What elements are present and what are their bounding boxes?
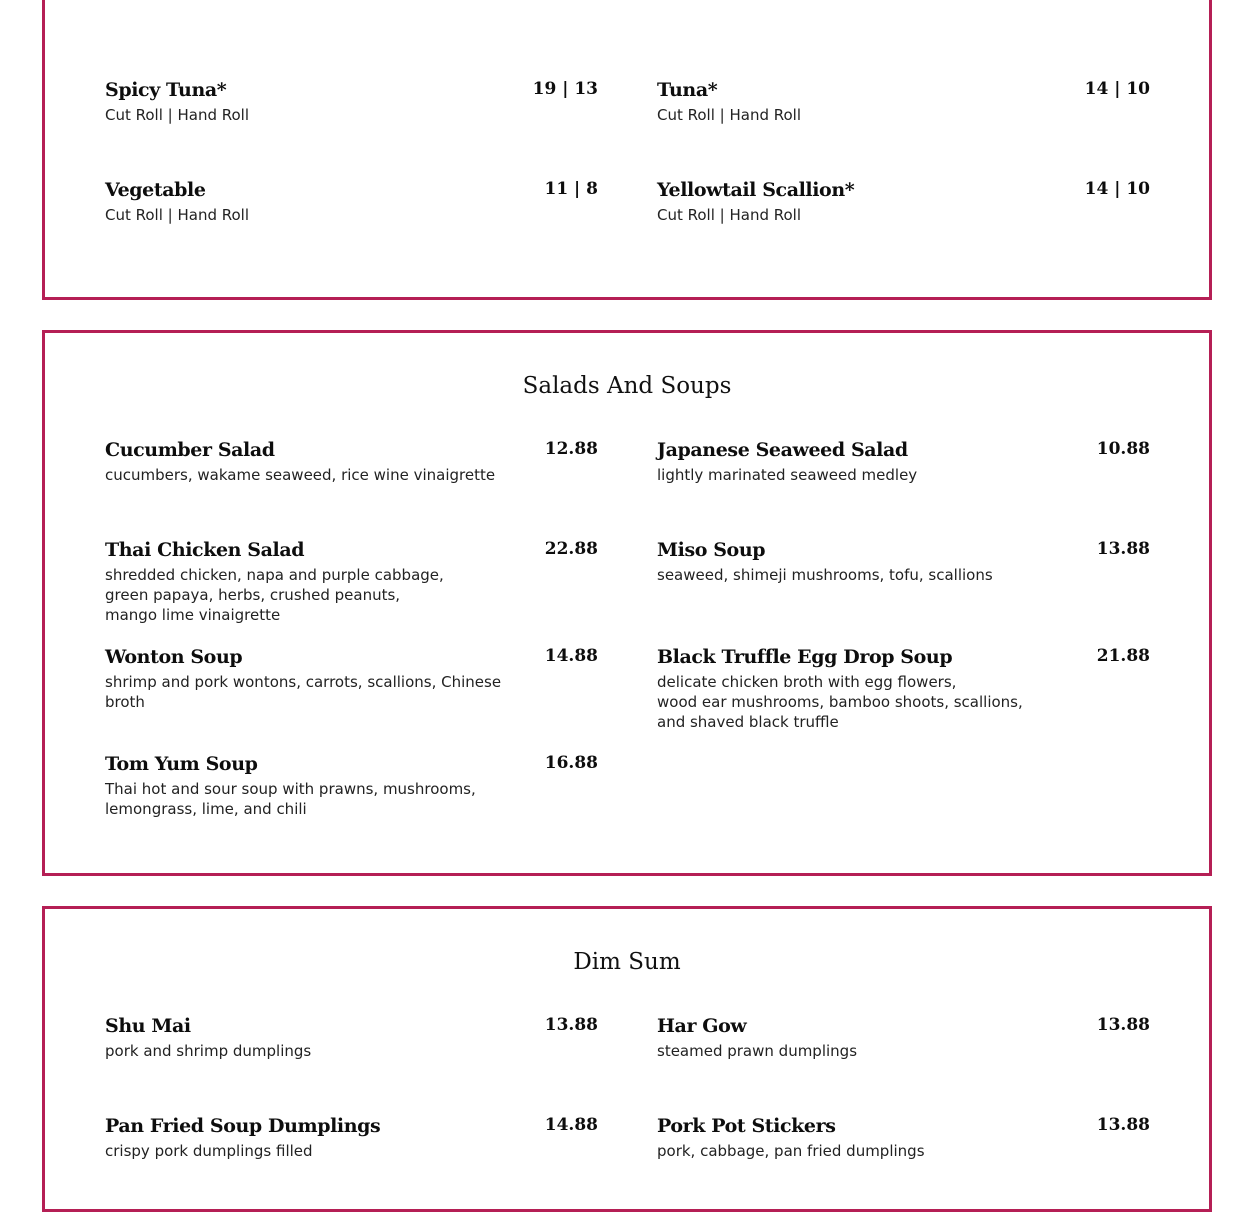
item-price: 14.88 [544, 1115, 598, 1135]
item-price: 16.88 [544, 753, 598, 773]
item-price: 13.88 [1096, 1015, 1150, 1035]
item-description: seaweed, shimeji mushrooms, tofu, scallions [657, 566, 993, 584]
item-price: 14 | 10 [1084, 179, 1150, 199]
item-description: pork, cabbage, pan fried dumplings [657, 1142, 925, 1160]
item-name: Yellowtail Scallion* [657, 179, 855, 201]
item-description: shrimp and pork wontons, carrots, scallions, Chinese broth [105, 673, 502, 711]
item-price: 14 | 10 [1084, 79, 1150, 99]
item-description: delicate chicken broth with egg flowers, wood ear mushrooms, bamboo shoots, scallions, and shaved black truffle [657, 673, 1023, 731]
item-name: Spicy Tuna* [105, 79, 227, 101]
item-description: steamed prawn dumplings [657, 1042, 858, 1060]
item-name: Miso Soup [657, 539, 766, 561]
item-price: 13.88 [544, 1015, 598, 1035]
item-description: lightly marinated seaweed medley [657, 466, 918, 484]
item-name: Black Truffle Egg Drop Soup [657, 646, 953, 668]
item-name: Vegetable [105, 179, 206, 201]
item-price: 13.88 [1096, 539, 1150, 559]
item-description: Cut Roll | Hand Roll [105, 106, 250, 124]
rolls-section [42, 0, 1212, 300]
item-description: pork and shrimp dumplings [105, 1042, 312, 1060]
item-price: 22.88 [544, 539, 598, 559]
item-price: 13.88 [1096, 1115, 1150, 1135]
item-price: 14.88 [544, 646, 598, 666]
item-description: crispy pork dumplings filled [105, 1142, 313, 1160]
item-description: Cut Roll | Hand Roll [657, 106, 802, 124]
item-description: shredded chicken, napa and purple cabbage, green papaya, herbs, crushed peanuts, mango lime vinaigrette [105, 566, 444, 624]
item-description: Thai hot and sour soup with prawns, mushrooms, lemongrass, lime, and chili [105, 780, 476, 818]
item-name: Wonton Soup [105, 646, 243, 668]
salads-and-soups-section [42, 330, 1212, 876]
item-price: 21.88 [1096, 646, 1150, 666]
item-name: Thai Chicken Salad [105, 539, 305, 561]
item-name: Japanese Seaweed Salad [657, 439, 908, 461]
item-description: Cut Roll | Hand Roll [105, 206, 250, 224]
dim-sum-section [42, 906, 1212, 1212]
item-name: Pan Fried Soup Dumplings [105, 1115, 381, 1137]
item-price: 12.88 [544, 439, 598, 459]
item-description: cucumbers, wakame seaweed, rice wine vinaigrette [105, 466, 496, 484]
item-price: 19 | 13 [532, 79, 598, 99]
item-name: Tuna* [657, 79, 718, 101]
section-title: Dim Sum [573, 949, 681, 975]
item-name: Pork Pot Stickers [657, 1115, 836, 1137]
section-title: Salads And Soups [522, 373, 732, 399]
item-name: Tom Yum Soup [105, 753, 258, 775]
item-price: 10.88 [1096, 439, 1150, 459]
item-name: Shu Mai [105, 1015, 191, 1037]
item-name: Har Gow [657, 1015, 747, 1037]
item-price: 11 | 8 [544, 179, 598, 199]
item-description: Cut Roll | Hand Roll [657, 206, 802, 224]
item-name: Cucumber Salad [105, 439, 275, 461]
